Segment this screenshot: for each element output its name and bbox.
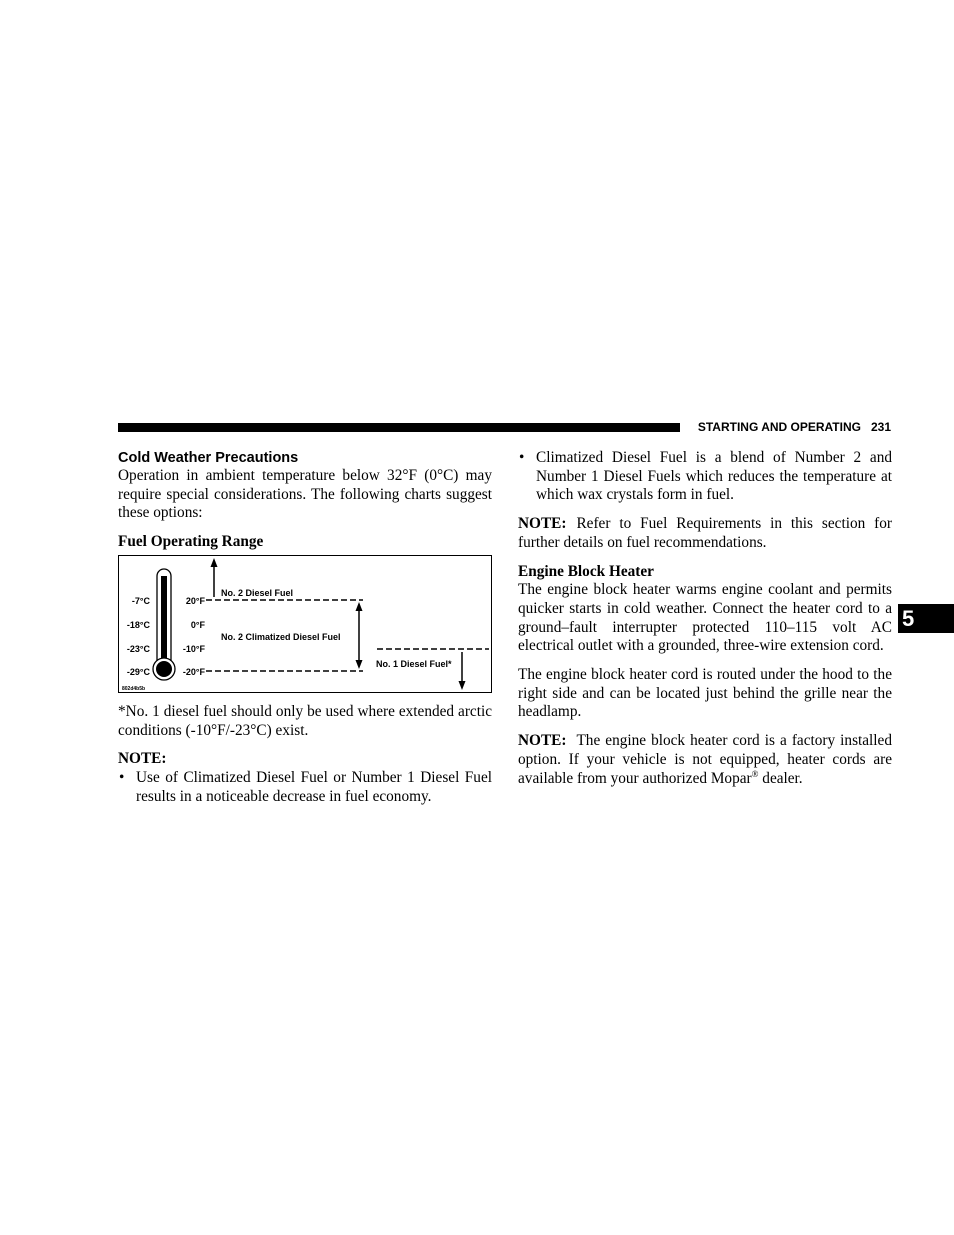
figure-id: 802d4b5b: [122, 685, 146, 692]
arrow-head-icon: [459, 681, 466, 690]
note-label: NOTE:: [118, 750, 167, 768]
climatized-fuel-label: No. 2 Climatized Diesel Fuel: [221, 631, 341, 642]
celsius-label: -18°C: [126, 619, 150, 630]
note-label: NOTE:: [518, 515, 567, 533]
list-item: [118, 769, 492, 806]
arrow-head-icon: [356, 602, 363, 611]
left-column: [118, 449, 492, 806]
note-label: NOTE:: [518, 732, 567, 750]
no2-fuel-label: No. 2 Diesel Fuel: [221, 587, 294, 598]
fuel-range-diagram: [119, 556, 491, 692]
chapter-tab: 5: [898, 604, 954, 633]
arrow-head-icon: [211, 558, 218, 567]
bullet-text: Use of Climatized Diesel Fuel or Number 1 Diesel Fuel results in a noticeable decrease in fuel economy.: [136, 768, 492, 805]
thermometer-bulb: [156, 661, 172, 677]
section-heading: Cold Weather Precautions: [118, 450, 299, 466]
bullet-text: Climatized Diesel Fuel is a blend of Number 2 and Number 1 Diesel Fuels which reduces the temperature at which wax crystals form in fuel.: [536, 449, 892, 504]
note-text-end: dealer.: [758, 769, 803, 787]
celsius-label: -23°C: [126, 643, 150, 654]
fahrenheit-label: -20°F: [182, 666, 205, 677]
running-header: [688, 420, 891, 434]
bullet-icon: •: [519, 449, 525, 466]
no1-fuel-label: No. 1 Diesel Fuel*: [376, 658, 452, 669]
registered-mark: ®: [751, 768, 759, 779]
subheading: Fuel Operating Range: [118, 533, 264, 551]
section-title: STARTING AND OPERATING: [697, 420, 861, 434]
note-text: Refer to Fuel Requirements in this section for further details on fuel recommendations.: [518, 515, 892, 551]
arrow-head-icon: [356, 660, 363, 669]
celsius-label: -29°C: [126, 666, 150, 677]
fahrenheit-label: -10°F: [182, 643, 205, 654]
fuel-range-chart: [118, 555, 492, 693]
list-item: [518, 449, 892, 505]
celsius-label: -7°C: [131, 595, 150, 606]
note-paragraph: [518, 515, 892, 552]
footnote: *No. 1 diesel fuel should only be used where extended arctic conditions (-10°F/-23°C) exist.: [118, 702, 492, 739]
fahrenheit-label: 20°F: [185, 595, 205, 606]
header-rule: [118, 423, 680, 432]
intro-paragraph: Operation in ambient temperature below 32°F (0°C) may require special considerations. The following charts suggest these options:: [118, 467, 492, 522]
bullet-icon: •: [119, 768, 125, 786]
right-column: [518, 449, 892, 788]
note-paragraph: [518, 732, 892, 788]
heater-heading: Engine Block Heater: [518, 562, 654, 580]
heater-paragraph: The engine block heater warms engine coolant and permits quicker starts in cold weather. Connect the heater cord to a ground–fault interrupter protected 110–115 volt AC electrical outlet with a grounded, three-wire extension cord.: [518, 581, 892, 655]
fahrenheit-label: 0°F: [190, 619, 205, 630]
page-number: 231: [870, 420, 891, 434]
note-text: The engine block heater cord is a factory installed option. If your vehicle is not equipped, heater cords are available from your authorized Mopar: [518, 732, 892, 787]
heater-paragraph: The engine block heater cord is routed under the hood to the right side and can be located just behind the grille near the headlamp.: [518, 666, 892, 721]
